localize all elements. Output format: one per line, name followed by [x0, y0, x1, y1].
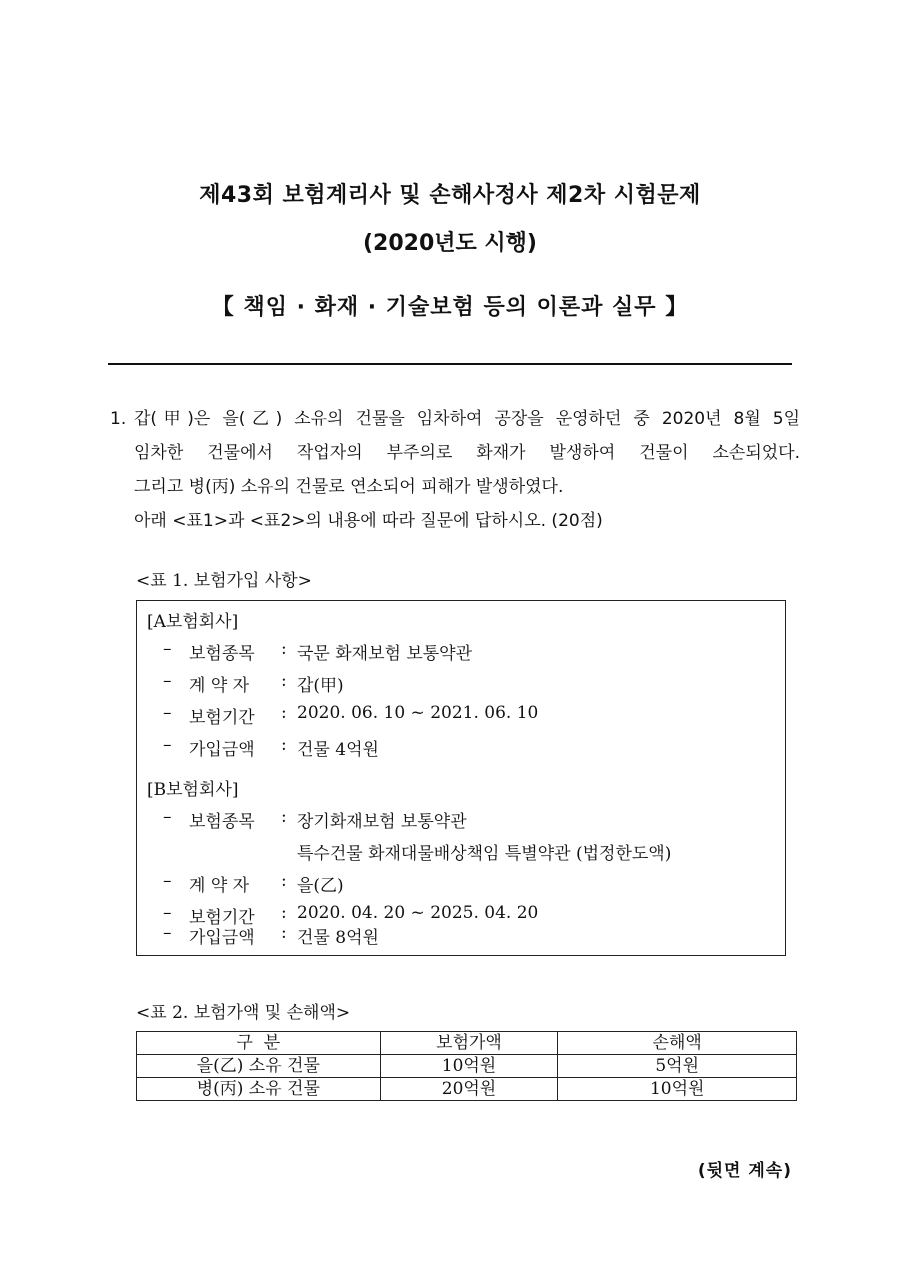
header-divider [108, 363, 792, 365]
exam-year: (2020년도 시행) [362, 231, 537, 256]
item-value: 2020. 04. 20 ~ 2025. 04. 20 [297, 903, 539, 923]
header-cell: 손해액 [558, 1032, 797, 1055]
colon: : [281, 735, 287, 755]
header-cell: 보험가액 [380, 1032, 558, 1055]
dash: – [163, 871, 172, 891]
item-key: 보험기간 [189, 708, 255, 728]
dash: – [163, 903, 172, 923]
table1-caption: <표 1. 보험가입 사항> [136, 571, 312, 591]
item-value: 장기화재보험 보통약관 [297, 812, 467, 832]
dash: – [163, 639, 172, 659]
table-cell: 20억원 [380, 1078, 558, 1101]
item-key: 보험종목 [189, 812, 255, 832]
header-cell: 구 분 [137, 1032, 381, 1055]
question-line: 그리고 병(丙) 소유의 건물로 연소되어 피해가 발생하였다. [134, 477, 564, 497]
colon: : [281, 903, 287, 923]
colon: : [281, 871, 287, 891]
question-text [134, 402, 800, 538]
table-header-row [137, 1032, 797, 1055]
colon: : [281, 671, 287, 691]
table-cell: 을(乙) 소유 건물 [137, 1055, 381, 1078]
question-number: 1. [110, 409, 127, 429]
insurer-b-header: [B보험회사] [147, 780, 239, 800]
question-line: 갑(甲)은 을(乙) 소유의 건물을 임차하여 공장을 운영하던 중 2020년 8월 5일 [134, 409, 800, 429]
table-cell: 10억원 [558, 1078, 797, 1101]
dash: – [163, 703, 172, 723]
item-key: 보험기간 [189, 908, 255, 928]
continued-note: (뒷면 계속) [697, 1161, 792, 1181]
table-row [137, 1055, 797, 1078]
item-value: 건물 4억원 [297, 740, 379, 760]
insurance-value-table [136, 1031, 797, 1101]
dash: – [163, 735, 172, 755]
item-value: 2020. 06. 10 ~ 2021. 06. 10 [297, 703, 539, 723]
dash: – [163, 923, 172, 943]
colon: : [281, 703, 287, 723]
table-row [137, 1078, 797, 1101]
item-value: 특수건물 화재대물배상책임 특별약관 (법정한도액) [297, 844, 672, 864]
colon: : [281, 639, 287, 659]
colon: : [281, 807, 287, 827]
item-key: 계 약 자 [189, 676, 250, 696]
dash: – [163, 671, 172, 691]
insurer-a-header: [A보험회사] [147, 612, 239, 632]
item-value: 건물 8억원 [297, 928, 379, 948]
item-value: 국문 화재보험 보통약관 [297, 644, 473, 664]
item-key: 가입금액 [189, 740, 255, 760]
colon: : [281, 923, 287, 943]
question-line: 임차한 건물에서 작업자의 부주의로 화재가 발생하여 건물이 소손되었다. [134, 443, 800, 463]
item-value: 갑(甲) [297, 676, 344, 696]
table2-caption: <표 2. 보험가액 및 손해액> [136, 1003, 351, 1023]
item-value: 을(乙) [297, 876, 344, 896]
item-key: 가입금액 [189, 928, 255, 948]
item-key: 보험종목 [189, 644, 255, 664]
question-1 [110, 402, 800, 538]
dash: – [163, 807, 172, 827]
exam-subject: 【 책임 · 화재 · 기술보험 등의 이론과 실무 】 [211, 295, 689, 320]
item-key: 계 약 자 [189, 876, 250, 896]
table-cell: 5억원 [558, 1055, 797, 1078]
table-cell: 병(丙) 소유 건물 [137, 1078, 381, 1101]
question-line: 아래 <표1>과 <표2>의 내용에 따라 질문에 답하시오. (20점) [134, 511, 603, 531]
table-cell: 10억원 [380, 1055, 558, 1078]
exam-title: 제43회 보험계리사 및 손해사정사 제2차 시험문제 [199, 183, 701, 208]
insurance-info-box [136, 600, 786, 956]
